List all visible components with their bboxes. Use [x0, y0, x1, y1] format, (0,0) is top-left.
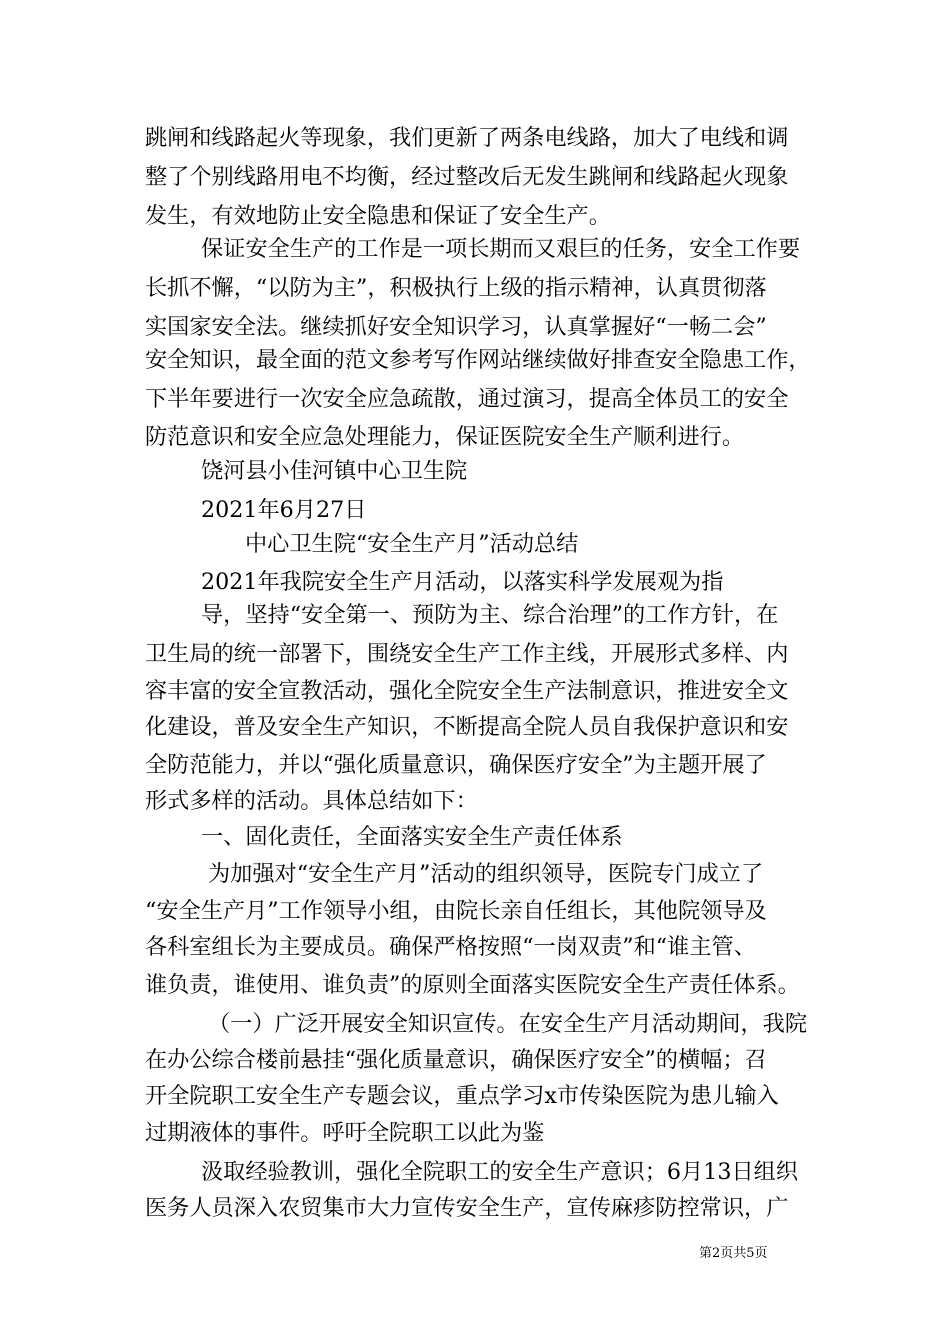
text-line: “安全生产月”工作领导小组，由院长亲自任组长，其他院领导及: [145, 898, 767, 924]
text-line: 长抓不懈，“以防为主”，积极执行上级的指示精神，认真贯彻落: [145, 275, 767, 301]
text-line: 卫生局的统一部署下，围绕安全生产工作主线，开展形式多样、内: [145, 641, 789, 667]
text-line: 2021年我院安全生产月活动，以落实科学发展观为指: [201, 569, 724, 595]
page-number: 第2页共5页: [699, 1246, 768, 1261]
text-line: 过期液体的事件。呼吁全院职工以此为鉴: [145, 1120, 545, 1146]
text-line: 汲取经验教训，强化全院职工的安全生产意识；6月13日组织: [201, 1159, 799, 1185]
text-line: 为加强对“安全生产月”活动的组织领导，医院专门成立了: [208, 861, 764, 887]
text-line: 全防范能力，并以“强化质量意识，确保医疗安全”为主题开展了: [145, 752, 767, 778]
text-line: 医务人员深入农贸集市大力宣传安全生产，宣传麻疹防控常识，广: [145, 1195, 789, 1221]
text-line: 实国家安全法。继续抓好安全知识学习，认真掌握好“一畅二会”: [145, 314, 767, 340]
text-line: 中心卫生院“安全生产月”活动总结: [245, 531, 579, 557]
text-line: 保证安全生产的工作是一项长期而又艰巨的任务，安全工作要: [201, 236, 801, 262]
text-line: 容丰富的安全宣教活动，强化全院安全生产法制意识，推进安全文: [145, 678, 789, 704]
text-line: 开全院职工安全生产专题会议，重点学习x市传染医院为患儿输入: [145, 1083, 779, 1109]
text-line: 形式多样的活动。具体总结如下：: [145, 788, 478, 814]
text-line: 跳闸和线路起火等现象，我们更新了两条电线路，加大了电线和调: [145, 125, 789, 151]
text-line: 在办公综合楼前悬挂“强化质量意识，确保医疗安全”的横幅；召: [145, 1047, 767, 1073]
text-line: 安全知识，最全面的范文参考写作网站继续做好排查安全隐患工作，: [145, 347, 811, 373]
text-line: 导，坚持“安全第一、预防为主、综合治理”的工作方针，在: [201, 602, 779, 628]
text-line: 各科室组长为主要成员。确保严格按照“一岗双责”和“谁主管、: [145, 934, 756, 960]
section-heading: 一、固化责任，全面落实安全生产责任体系: [201, 824, 623, 850]
text-line: 饶河县小佳河镇中心卫生院: [201, 458, 468, 484]
text-line: （一）广泛开展安全知识宣传。在安全生产月活动期间，我院: [208, 1011, 808, 1037]
text-line: 下半年要进行一次安全应急疏散，通过演习，提高全体员工的安全: [145, 386, 789, 412]
text-line: 化建设，普及安全生产知识，不断提高全院人员自我保护意识和安: [145, 714, 789, 740]
text-line: 2021年6月27日: [201, 497, 367, 523]
text-line: 防范意识和安全应急处理能力，保证医院安全生产顺利进行。: [145, 424, 745, 450]
text-line: 发生，有效地防止安全隐患和保证了安全生产。: [145, 203, 611, 229]
text-line: 谁负责，谁使用、谁负责”的原则全面落实医院安全生产责任体系。: [145, 972, 800, 998]
text-line: 整了个别线路用电不均衡，经过整改后无发生跳闸和线路起火现象: [145, 164, 789, 190]
